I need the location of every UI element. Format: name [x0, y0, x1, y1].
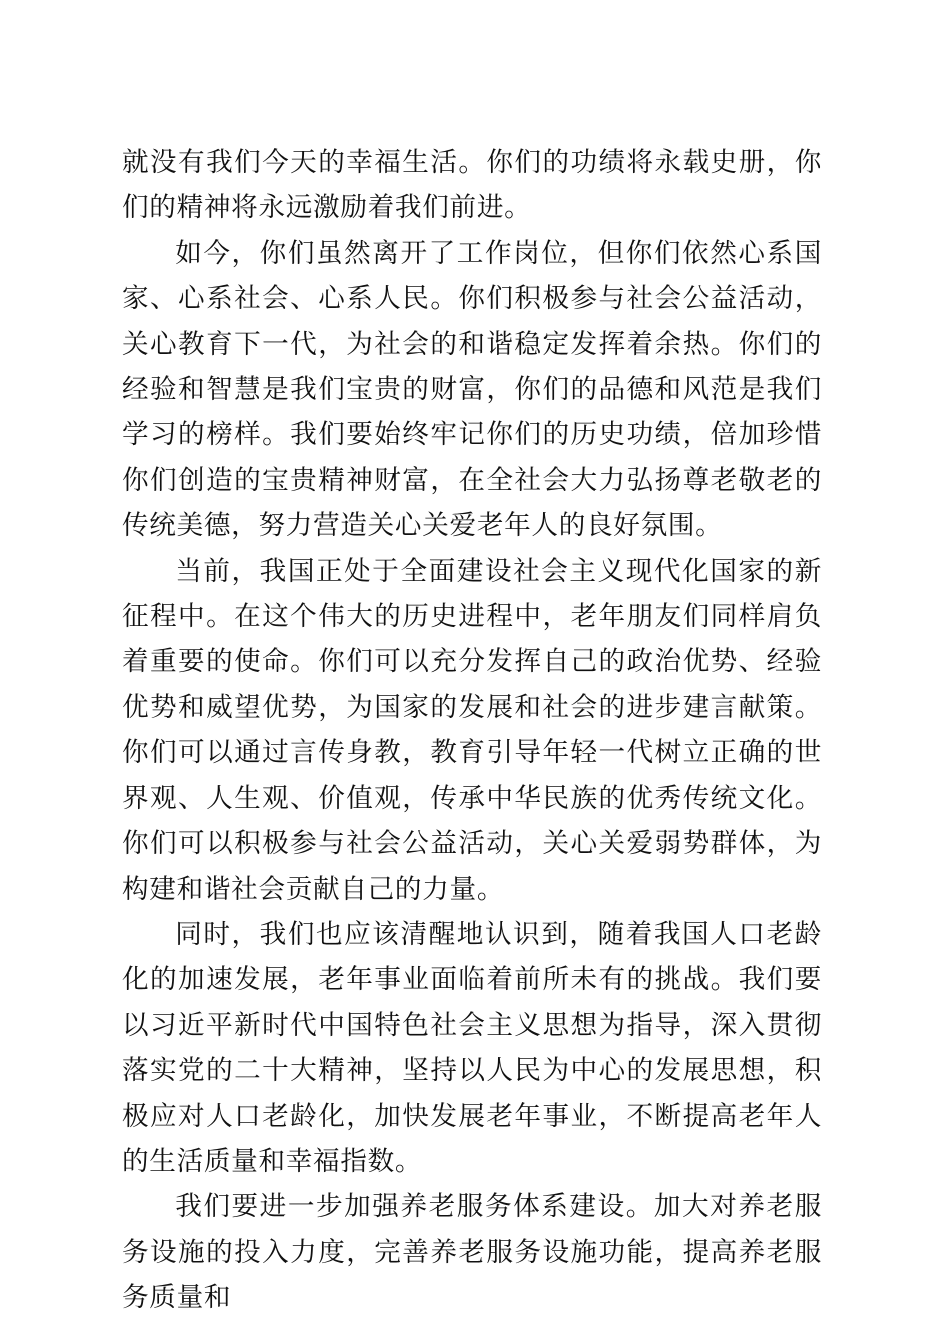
paragraph: 同时，我们也应该清醒地认识到，随着我国人口老龄化的加速发展，老年事业面临着前所未有的挑战。我们要以习近平新时代中国特色社会主义思想为指导，深入贯彻落实党的二十大精神，坚持以人民为中心的发展思想，积极应对人口老龄化，加快发展老年事业，不断提高老年人的生活质量和幸福指数。 [122, 918, 822, 1177]
paragraph: 我们要进一步加强养老服务体系建设。加大对养老服务设施的投入力度，完善养老服务设施功能，提高养老服务质量和 [122, 1191, 822, 1314]
paragraph: 当前，我国正处于全面建设社会主义现代化国家的新征程中。在这个伟大的历史进程中，老年朋友们同样肩负着重要的使命。你们可以充分发挥自己的政治优势、经验优势和威望优势，为国家的发展和社会的进步建言献策。你们可以通过言传身教，教育引导年轻一代树立正确的世界观、人生观、价值观，传承中华民族的优秀传统文化。你们可以积极参与社会公益活动，关心关爱弱势群体，为构建和谐社会贡献自己的力量。 [122, 555, 822, 905]
paragraph-continuation: 就没有我们今天的幸福生活。你们的功绩将永载史册，你们的精神将永远激励着我们前进。 [122, 147, 822, 224]
document-body [122, 140, 822, 1321]
paragraph: 如今，你们虽然离开了工作岗位，但你们依然心系国家、心系社会、心系人民。你们积极参与社会公益活动，关心教育下一代，为社会的和谐稳定发挥着余热。你们的经验和智慧是我们宝贵的财富，你们的品德和风范是我们学习的榜样。我们要始终牢记你们的历史功绩，倍加珍惜你们创造的宝贵精神财富，在全社会大力弘扬尊老敬老的传统美德，努力营造关心关爱老年人的良好氛围。 [122, 237, 822, 542]
